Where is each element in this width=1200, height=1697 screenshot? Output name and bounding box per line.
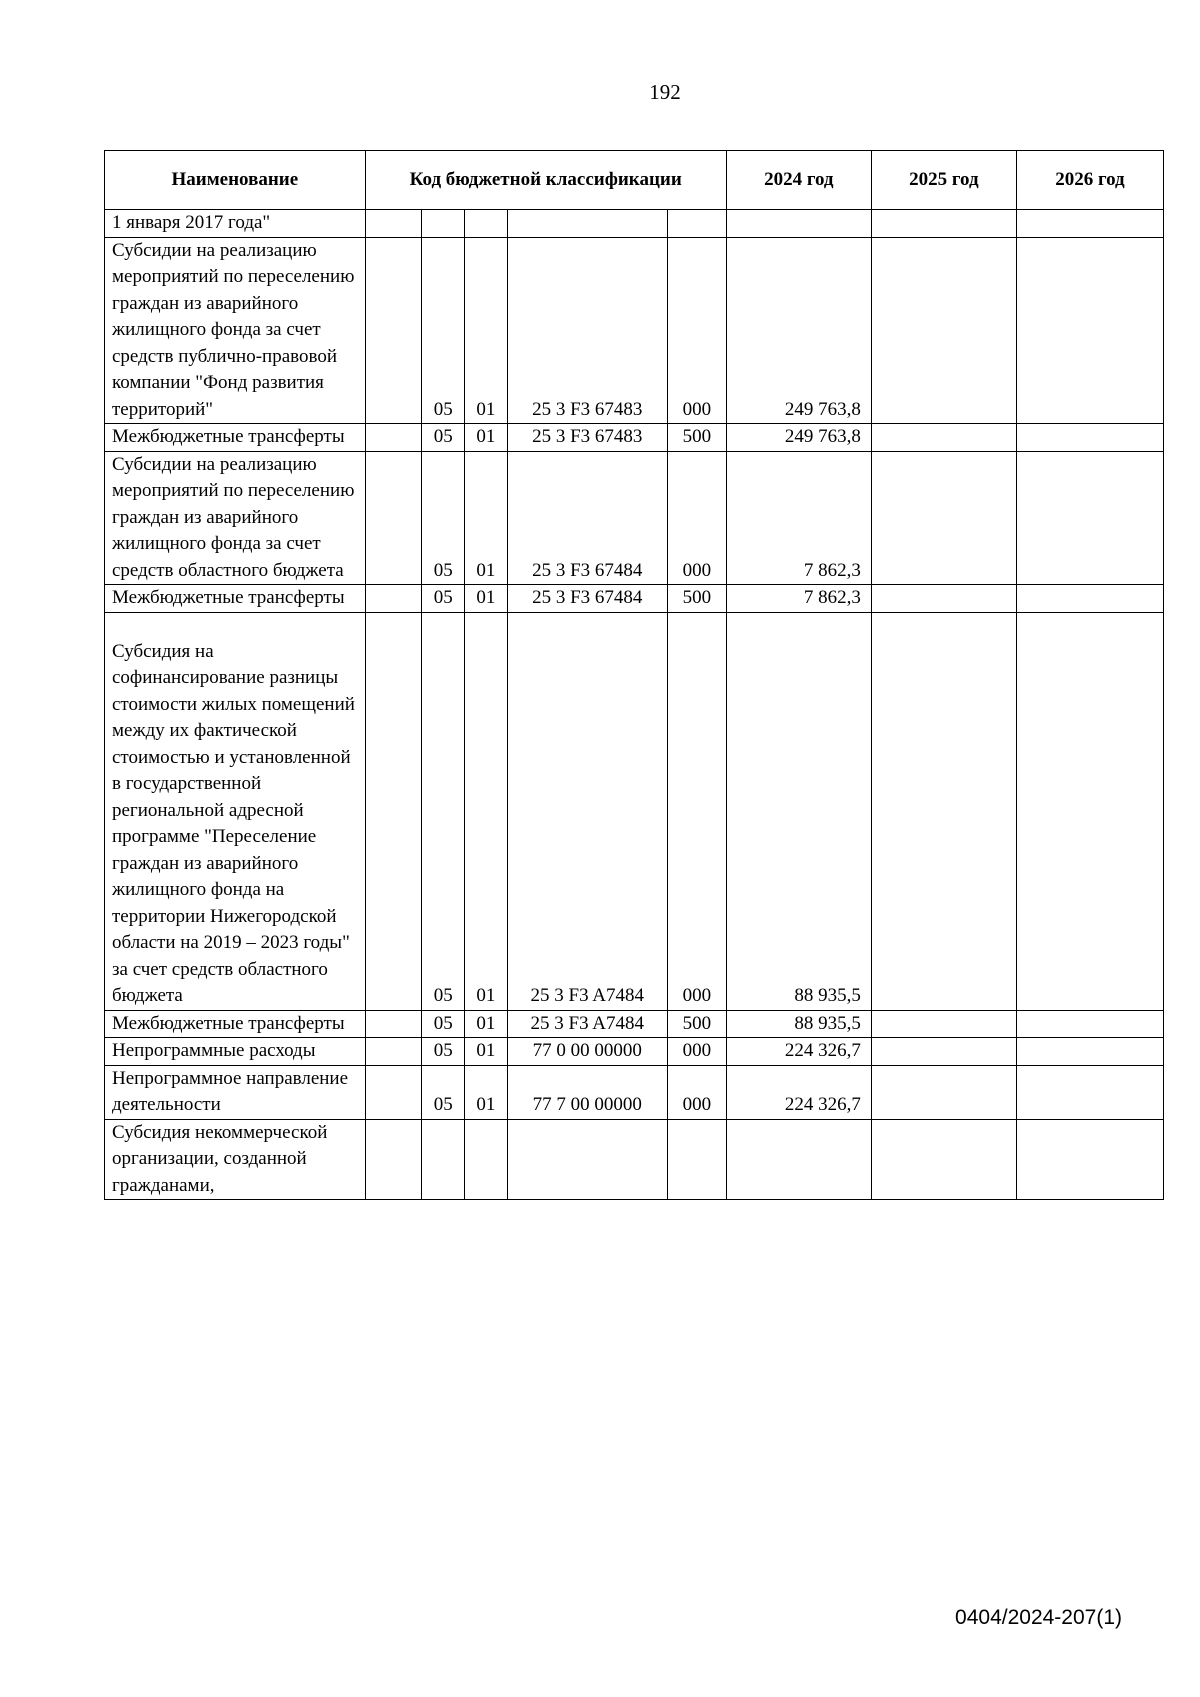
cell-v2026 xyxy=(1016,1010,1163,1038)
cell-c3: 01 xyxy=(465,237,508,424)
cell-c5: 000 xyxy=(667,1065,726,1119)
cell-c2: 05 xyxy=(422,585,465,613)
cell-name: 1 января 2017 года" xyxy=(105,210,366,238)
cell-c5: 500 xyxy=(667,1010,726,1038)
cell-c5 xyxy=(667,210,726,238)
cell-v2026 xyxy=(1016,424,1163,452)
cell-c2: 05 xyxy=(422,424,465,452)
cell-c4: 77 0 00 00000 xyxy=(507,1038,667,1066)
cell-c2: 05 xyxy=(422,237,465,424)
cell-v2025 xyxy=(871,1065,1016,1119)
cell-v2024: 88 935,5 xyxy=(726,1010,871,1038)
table-row xyxy=(105,1010,1164,1038)
cell-c4 xyxy=(507,210,667,238)
cell-c5: 500 xyxy=(667,585,726,613)
cell-v2026 xyxy=(1016,1065,1163,1119)
cell-v2026 xyxy=(1016,237,1163,424)
cell-c3 xyxy=(465,210,508,238)
table-row xyxy=(105,1038,1164,1066)
cell-c3 xyxy=(465,1119,508,1200)
cell-v2026 xyxy=(1016,612,1163,1010)
cell-c4: 25 3 F3 67483 xyxy=(507,237,667,424)
cell-c4: 25 3 F3 67483 xyxy=(507,424,667,452)
table-row xyxy=(105,1119,1164,1200)
cell-name: Межбюджетные трансферты xyxy=(105,424,366,452)
cell-v2025 xyxy=(871,1038,1016,1066)
cell-c3: 01 xyxy=(465,612,508,1010)
cell-c2: 05 xyxy=(422,612,465,1010)
cell-v2025 xyxy=(871,210,1016,238)
cell-name: Субсидии на реализацию мероприятий по переселению граждан из аварийного жилищного фонда за счет средств публично-правовой компании "Фонд развития территорий" xyxy=(105,237,366,424)
table-row xyxy=(105,451,1164,585)
header-code: Код бюджетной классификации xyxy=(365,151,726,210)
table-header-row xyxy=(105,151,1164,210)
cell-c1 xyxy=(365,237,422,424)
cell-v2026 xyxy=(1016,585,1163,613)
cell-name: Межбюджетные трансферты xyxy=(105,585,366,613)
cell-c5: 000 xyxy=(667,612,726,1010)
cell-c3: 01 xyxy=(465,451,508,585)
table-row xyxy=(105,237,1164,424)
cell-name: Субсидия на софинансирование разницы стоимости жилых помещений между их фактической стоимостью и установленной в государственной региональной адресной программе "Переселение граждан из аварийного жилищного фонда на территории Нижегородской области на 2019 – 2023 годы" за счет средств областного бюджета xyxy=(105,612,366,1010)
cell-c1 xyxy=(365,451,422,585)
cell-v2024: 249 763,8 xyxy=(726,237,871,424)
cell-c1 xyxy=(365,424,422,452)
cell-c1 xyxy=(365,585,422,613)
cell-v2024 xyxy=(726,1119,871,1200)
cell-v2025 xyxy=(871,1119,1016,1200)
budget-table xyxy=(104,150,1164,1200)
cell-v2024: 224 326,7 xyxy=(726,1038,871,1066)
cell-v2026 xyxy=(1016,1119,1163,1200)
cell-name: Непрограммные расходы xyxy=(105,1038,366,1066)
header-2024: 2024 год xyxy=(726,151,871,210)
cell-name: Межбюджетные трансферты xyxy=(105,1010,366,1038)
cell-c1 xyxy=(365,1065,422,1119)
header-2026: 2026 год xyxy=(1016,151,1163,210)
cell-v2026 xyxy=(1016,451,1163,585)
cell-c2: 05 xyxy=(422,1010,465,1038)
table-row xyxy=(105,424,1164,452)
document-code: 0404/2024-207(1) xyxy=(955,1606,1122,1629)
cell-c5: 000 xyxy=(667,451,726,585)
cell-c5: 000 xyxy=(667,1038,726,1066)
cell-v2024: 88 935,5 xyxy=(726,612,871,1010)
cell-c3: 01 xyxy=(465,1065,508,1119)
cell-v2024: 249 763,8 xyxy=(726,424,871,452)
cell-c3: 01 xyxy=(465,424,508,452)
cell-c3: 01 xyxy=(465,585,508,613)
cell-v2024: 7 862,3 xyxy=(726,585,871,613)
cell-c5: 000 xyxy=(667,237,726,424)
cell-v2025 xyxy=(871,585,1016,613)
cell-name: Субсидии на реализацию мероприятий по переселению граждан из аварийного жилищного фонда за счет средств областного бюджета xyxy=(105,451,366,585)
cell-c2 xyxy=(422,210,465,238)
cell-v2024: 7 862,3 xyxy=(726,451,871,585)
cell-c4: 25 3 F3 67484 xyxy=(507,585,667,613)
cell-v2026 xyxy=(1016,1038,1163,1066)
cell-name: Субсидия некоммерческой организации, созданной гражданами, xyxy=(105,1119,366,1200)
cell-v2024: 224 326,7 xyxy=(726,1065,871,1119)
cell-c3: 01 xyxy=(465,1010,508,1038)
cell-c2: 05 xyxy=(422,1038,465,1066)
cell-v2025 xyxy=(871,424,1016,452)
header-name: Наименование xyxy=(105,151,366,210)
cell-c5: 500 xyxy=(667,424,726,452)
cell-c1 xyxy=(365,1038,422,1066)
cell-c5 xyxy=(667,1119,726,1200)
cell-v2025 xyxy=(871,1010,1016,1038)
table-row xyxy=(105,1065,1164,1119)
cell-v2024 xyxy=(726,210,871,238)
cell-v2025 xyxy=(871,237,1016,424)
cell-c1 xyxy=(365,1119,422,1200)
cell-c2: 05 xyxy=(422,1065,465,1119)
cell-c4: 25 3 F3 67484 xyxy=(507,451,667,585)
cell-name: Непрограммное направление деятельности xyxy=(105,1065,366,1119)
cell-c2 xyxy=(422,1119,465,1200)
cell-c4 xyxy=(507,1119,667,1200)
header-2025: 2025 год xyxy=(871,151,1016,210)
page-number: 192 xyxy=(649,80,681,104)
cell-v2025 xyxy=(871,451,1016,585)
table-row xyxy=(105,585,1164,613)
cell-v2026 xyxy=(1016,210,1163,238)
cell-c4: 77 7 00 00000 xyxy=(507,1065,667,1119)
cell-c4: 25 3 F3 A7484 xyxy=(507,1010,667,1038)
cell-c1 xyxy=(365,1010,422,1038)
cell-c4: 25 3 F3 A7484 xyxy=(507,612,667,1010)
cell-c2: 05 xyxy=(422,451,465,585)
table-row xyxy=(105,612,1164,1010)
cell-c1 xyxy=(365,612,422,1010)
cell-c3: 01 xyxy=(465,1038,508,1066)
table-row xyxy=(105,210,1164,238)
cell-c1 xyxy=(365,210,422,238)
cell-v2025 xyxy=(871,612,1016,1010)
